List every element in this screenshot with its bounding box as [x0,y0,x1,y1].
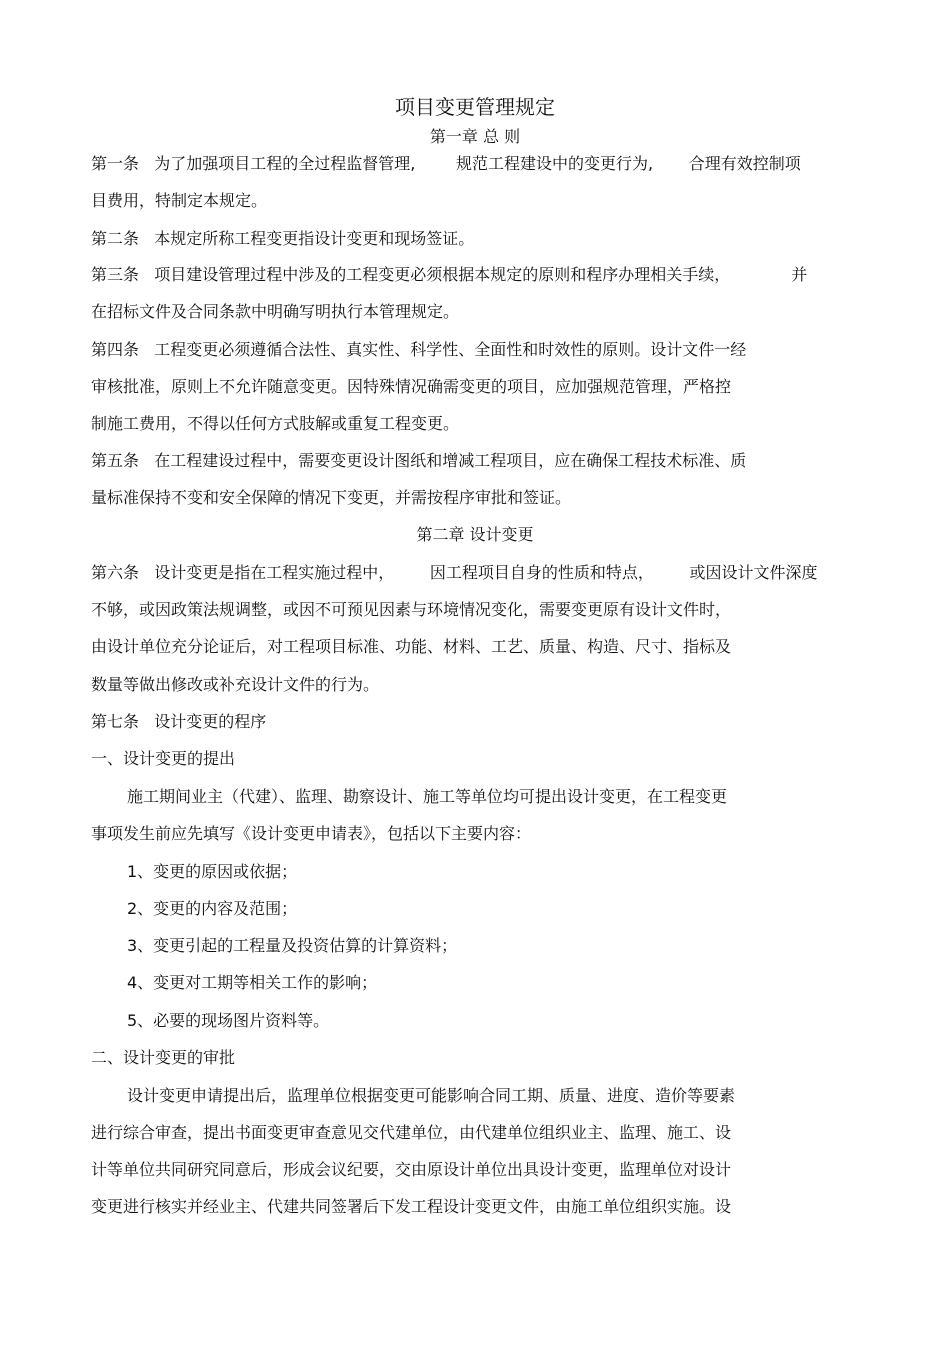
text-line: 制施工费用，不得以任何方式肢解或重复工程变更。 [91,414,460,433]
text-line: 第四条 工程变更必须遵循合法性、真实性、科学性、全面性和时效性的原则。设计文件一经 [91,340,747,359]
list-item: 2、变更的内容及范围； [127,899,298,918]
text-line: 不够，或因政策法规调整，或因不可预见因素与环境情况变化，需要变更原有设计文件时， [91,600,732,619]
text-line: 目费用，特制定本规定。 [91,191,268,210]
text-line: 第二条 本规定所称工程变更指设计变更和现场签证。 [91,229,475,248]
text-line: 第六条 设计变更是指在工程实施过程中， 因工程项目自身的性质和特点， 或因设计文件深度 [91,563,818,582]
chapter-1-heading: 第一章 总 则 [429,127,521,146]
text-line: 二、设计变更的审批 [91,1048,236,1067]
text-line: 计等单位共同研究同意后，形成会议纪要，交由原设计单位出具设计变更，监理单位对设计 [91,1160,732,1179]
list-item: 4、变更对工期等相关工作的影响； [127,973,378,992]
text-line: 事项发生前应先填写《设计变更申请表》，包括以下主要内容： [91,824,532,843]
list-item: 5、必要的现场图片资料等。 [127,1011,330,1030]
document-title: 项目变更管理规定 [395,95,555,119]
text-line: 一、设计变更的提出 [91,749,236,768]
text-line: 数量等做出修改或补充设计文件的行为。 [91,675,380,694]
text-line: 第五条 在工程建设过程中，需要变更设计图纸和增减工程项目，应在确保工程技术标准、质 [91,451,747,470]
text-line: 第一条 为了加强项目工程的全过程监督管理, 规范工程建设中的变更行为, 合理有效控制项 [91,154,801,173]
text-line: 在招标文件及合同条款中明确写明执行本管理规定。 [91,302,460,321]
text-line: 第三条 项目建设管理过程中涉及的工程变更必须根据本规定的原则和程序办理相关手续， 并 [91,265,808,284]
text-line: 进行综合审查，提出书面变更审查意见交代建单位，由代建单位组织业主、监理、施工、设 [91,1123,732,1142]
text-line: 施工期间业主（代建）、监理、勘察设计、施工等单位均可提出设计变更，在工程变更 [127,787,728,806]
list-item: 1、变更的原因或依据； [127,862,298,881]
text-line: 设计变更申请提出后，监理单位根据变更可能影响合同工期、质量、进度、造价等要素 [127,1086,736,1105]
text-line: 量标准保持不变和安全保障的情况下变更，并需按程序审批和签证。 [91,488,572,507]
text-line: 审核批准，原则上不允许随意变更。因特殊情况确需变更的项目，应加强规范管理，严格控 [91,377,732,396]
chapter-2-heading: 第二章 设计变更 [416,525,534,544]
text-line: 第七条 设计变更的程序 [91,712,267,731]
text-line: 由设计单位充分论证后，对工程项目标准、功能、材料、工艺、质量、构造、尺寸、指标及 [91,637,732,656]
list-item: 3、变更引起的工程量及投资估算的计算资料； [127,936,458,955]
text-line: 变更进行核实并经业主、代建共同签署后下发工程设计变更文件，由施工单位组织实施。设 [91,1197,732,1216]
